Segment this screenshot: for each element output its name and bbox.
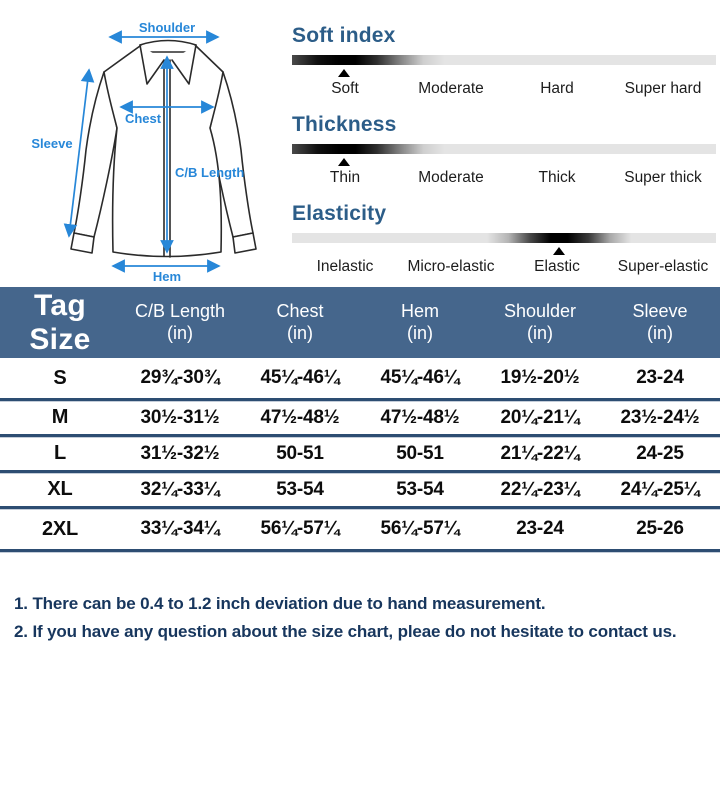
size-cell: S — [53, 366, 67, 389]
marker-row — [292, 156, 716, 167]
value-cell: 25-26 — [636, 518, 684, 539]
value-cell: 33¼-34¼ — [140, 518, 220, 539]
scale-label: Super-elastic — [617, 258, 709, 275]
value-cell: 53-54 — [396, 478, 444, 500]
value-cell: 47½-48½ — [380, 406, 460, 428]
scale-labels — [292, 257, 716, 278]
scale-title: Thickness — [292, 113, 397, 136]
value-cell: 22¼-23¼ — [500, 478, 580, 500]
column-unit: (in) — [527, 322, 553, 343]
value-cell: 30½-31½ — [140, 406, 220, 428]
scale-label: Elastic — [534, 258, 580, 275]
scale-label: Moderate — [418, 80, 484, 97]
column-unit: (in) — [287, 322, 313, 343]
column-label: Shoulder — [503, 300, 577, 321]
value-cell: 19½-20½ — [500, 367, 580, 388]
elasticity-gradient-bar — [292, 233, 716, 243]
value-cell: 56¼-57¼ — [380, 518, 460, 539]
footnote-2: 2. If you have any question about the size chart, pleae do not hesitate to contact us. — [14, 622, 677, 641]
top-section — [0, 0, 720, 287]
column-header-chest — [240, 301, 360, 345]
soft-index-gradient-bar — [292, 55, 716, 65]
shirt-outline — [71, 41, 256, 258]
size-cell: M — [51, 406, 69, 428]
scale-label: Soft — [331, 80, 359, 97]
shoulder-label: Shoulder — [138, 20, 196, 35]
scale-title: Elasticity — [292, 202, 387, 225]
scale-label: Inelastic — [316, 258, 374, 275]
value-cell: 50-51 — [396, 442, 444, 464]
column-unit: (in) — [167, 322, 193, 343]
cb-length-label: C/B Length — [175, 165, 245, 180]
value-cell: 45¼-46¼ — [380, 367, 460, 388]
size-cell: 2XL — [41, 517, 79, 540]
level-marker-icon — [553, 247, 565, 255]
value-cell: 21¼-22¼ — [500, 442, 580, 464]
marker-row — [292, 245, 716, 256]
scale-label: Thin — [329, 169, 361, 186]
table-row — [0, 358, 720, 401]
value-cell: 47½-48½ — [260, 406, 340, 428]
value-cell: 45¼-46¼ — [260, 367, 340, 388]
level-marker-icon — [338, 158, 350, 166]
value-cell: 23½-24½ — [620, 406, 700, 428]
value-cell: 23-24 — [636, 367, 684, 388]
scale-soft-index — [292, 24, 716, 100]
scale-thickness — [292, 113, 716, 189]
footnote-1: 1. There can be 0.4 to 1.2 inch deviation due to hand measurement. — [14, 594, 546, 613]
column-header-cb-length — [120, 301, 240, 345]
column-label: Hem — [400, 300, 439, 321]
size-cell: L — [53, 442, 67, 464]
column-label: Sleeve — [632, 300, 688, 321]
shirt-measurement-diagram — [0, 0, 290, 287]
value-cell: 53-54 — [276, 478, 324, 500]
scale-label: Super thick — [624, 169, 702, 186]
value-cell: 31½-32½ — [140, 442, 220, 464]
shirt-diagram-svg — [0, 0, 290, 287]
column-header-sleeve — [600, 301, 720, 345]
fabric-index-scales — [292, 24, 716, 278]
scale-label: Hard — [540, 80, 574, 97]
size-cell: XL — [47, 478, 73, 500]
marker-row — [292, 67, 716, 78]
column-unit: (in) — [647, 322, 673, 343]
column-header-hem — [360, 301, 480, 345]
table-row — [0, 509, 720, 552]
value-cell: 24-25 — [636, 442, 684, 464]
scale-labels — [292, 79, 716, 100]
scale-label: Super hard — [624, 80, 702, 97]
level-marker-icon — [338, 69, 350, 77]
scale-label: Moderate — [418, 169, 484, 186]
size-table — [0, 287, 720, 552]
size-table-header — [0, 287, 720, 358]
value-cell: 20¼-21¼ — [500, 406, 580, 428]
scale-title: Soft index — [292, 24, 396, 47]
value-cell: 32¼-33¼ — [140, 478, 220, 500]
table-row — [0, 473, 720, 509]
scale-label: Thick — [538, 169, 576, 186]
value-cell: 56¼-57¼ — [260, 518, 340, 539]
chest-label: Chest — [124, 111, 162, 126]
column-unit: (in) — [407, 322, 433, 343]
column-label: C/B Length — [134, 300, 226, 321]
scale-labels — [292, 168, 716, 189]
value-cell: 24¼-25¼ — [620, 478, 700, 500]
hem-label: Hem — [152, 269, 182, 284]
column-header-shoulder — [480, 301, 600, 345]
scale-elasticity — [292, 202, 716, 278]
value-cell: 29¾-30¾ — [140, 367, 220, 388]
footnotes — [14, 590, 714, 646]
thickness-gradient-bar — [292, 144, 716, 154]
scale-label: Micro-elastic — [407, 258, 495, 275]
sleeve-label: Sleeve — [31, 136, 73, 151]
corner-header: Tag Size — [29, 288, 91, 356]
table-row — [0, 401, 720, 437]
table-row — [0, 437, 720, 473]
value-cell: 50-51 — [276, 442, 324, 464]
value-cell: 23-24 — [516, 518, 564, 539]
column-label: Chest — [276, 300, 324, 321]
